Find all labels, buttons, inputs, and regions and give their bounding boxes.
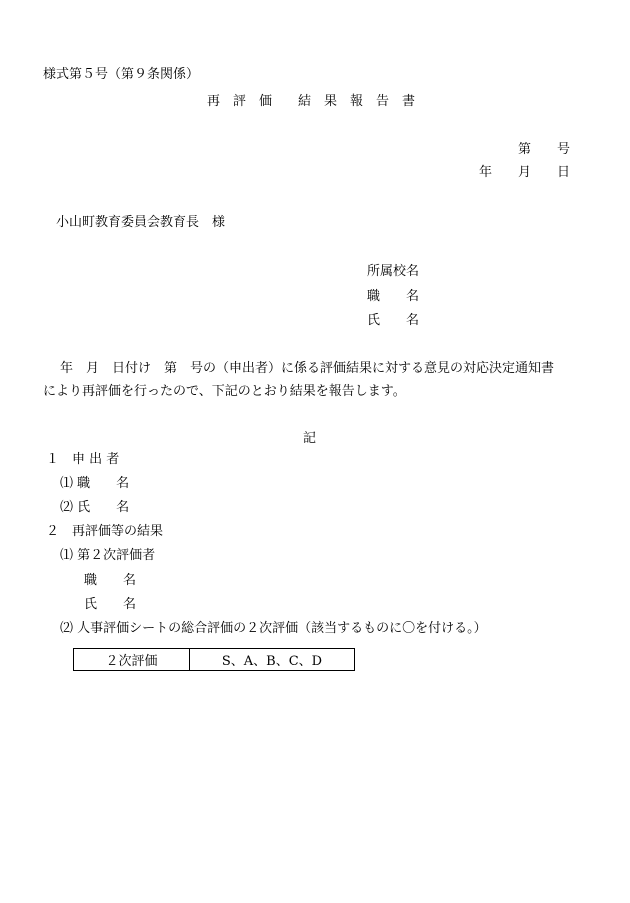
- addressee: 小山町教育委員会教育長 様: [56, 215, 226, 230]
- document-date: 年 月 日: [478, 165, 570, 180]
- section-2-item-evaluation: ⑵ 人事評価シートの総合評価の２次評価（該当するものに〇を付ける。）: [60, 621, 487, 636]
- sender-school: 所属校名: [367, 264, 420, 279]
- evaluation-table: [73, 648, 355, 671]
- document-title: 再 評 価 結 果 報 告 書: [207, 94, 416, 109]
- table-row: [74, 649, 355, 671]
- section-1-item-name: ⑵ 氏 名: [60, 500, 130, 515]
- section-1-heading: １ 申 出 者: [46, 452, 120, 467]
- section-1-item-position: ⑴ 職 名: [60, 476, 130, 491]
- evaluation-options-cell[interactable]: S、A、B、C、D: [190, 649, 355, 671]
- sender-name: 氏 名: [367, 313, 420, 328]
- form-number: 様式第５号（第９条関係）: [43, 67, 200, 82]
- evaluator-position: 職 名: [84, 573, 137, 588]
- sender-position: 職 名: [367, 289, 420, 304]
- ki-heading: 記: [303, 431, 317, 446]
- evaluation-label-cell: ２次評価: [74, 649, 190, 671]
- evaluator-name: 氏 名: [84, 597, 137, 612]
- section-2-item-evaluator: ⑴ 第２次評価者: [60, 548, 156, 563]
- section-2-heading: ２ 再評価等の結果: [46, 524, 164, 539]
- body-text-line-1: 年 月 日付け 第 号の（申出者）に係る評価結果に対する意見の対応決定通知書: [60, 361, 555, 376]
- document-number: 第 号: [517, 142, 570, 157]
- body-text-line-2: により再評価を行ったので、下記のとおり結果を報告します。: [43, 384, 406, 399]
